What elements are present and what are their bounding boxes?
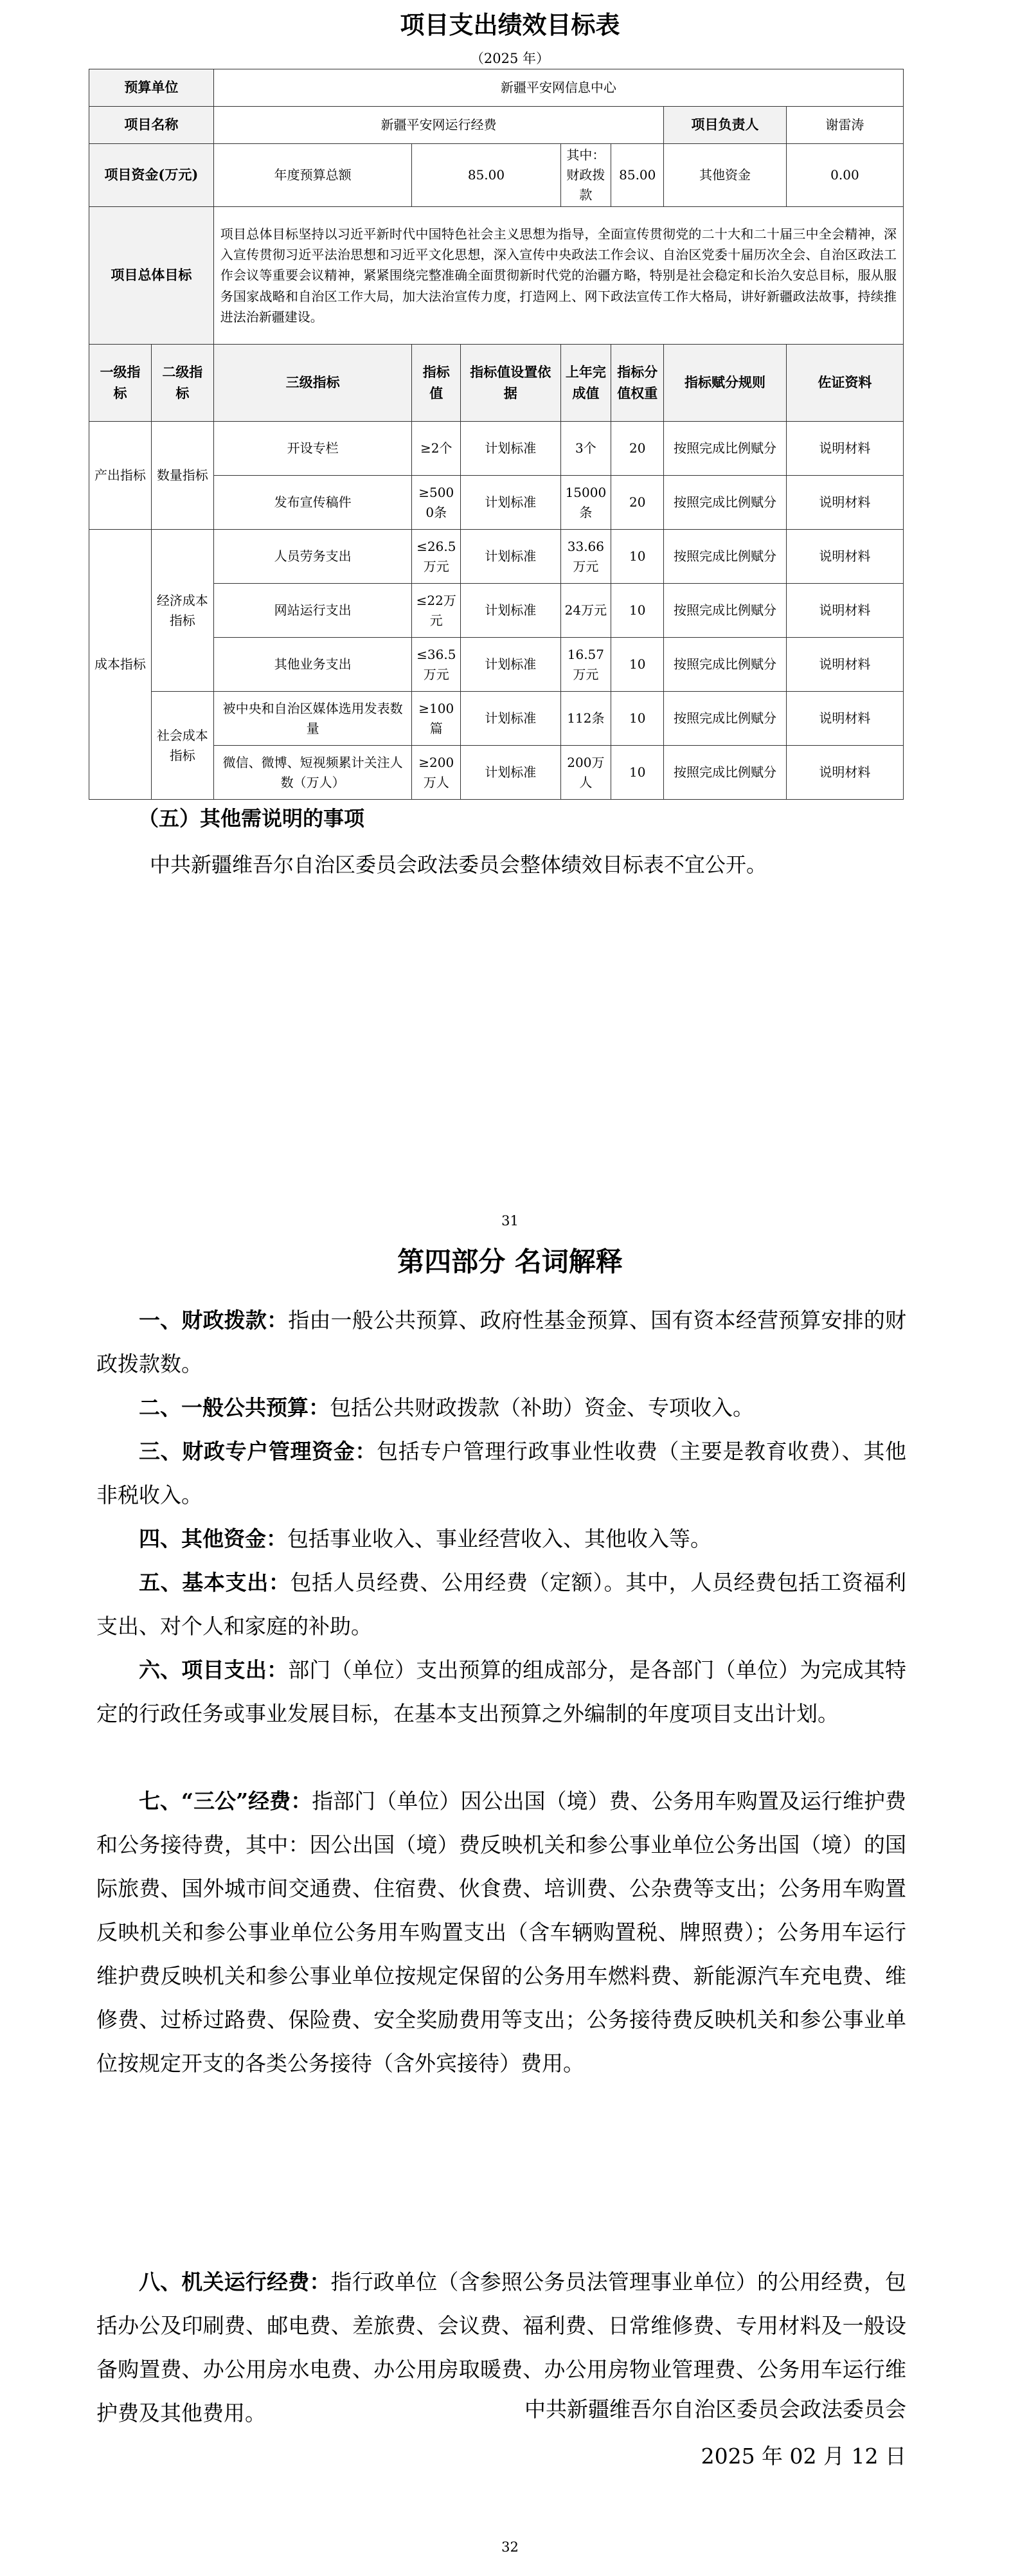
scoring-rule: 按照完成比例赋分 (664, 692, 787, 746)
definition-paragraph (96, 1561, 906, 1648)
last-year-value: 33.66万元 (560, 530, 611, 584)
evidence-material: 说明材料 (786, 422, 903, 476)
last-year-value: 3个 (560, 422, 611, 476)
unit-value: 新疆平安网信息中心 (213, 69, 903, 107)
level2-indicator: 经济成本指标 (151, 530, 213, 692)
level3-indicator: 开设专栏 (213, 422, 412, 476)
definition-text: 部门（单位）支出预算的组成部分，是各部门（单位）为完成其特定的行政任务或事业发展目标，在基本支出预算之外编制的年度项目支出计划。 (96, 1657, 907, 1726)
level3-indicator: 网站运行支出 (213, 584, 412, 638)
evidence-material: 说明材料 (786, 692, 903, 746)
annual-budget-label: 年度预算总额 (213, 144, 412, 207)
indicator-basis: 计划标准 (461, 476, 560, 530)
definition-paragraph (96, 1779, 906, 2085)
project-name-value: 新疆平安网运行经费 (213, 107, 664, 144)
indicator-header-cell: 上年完成值 (560, 345, 611, 422)
table-year: （2025 年） (470, 51, 550, 66)
indicator-weight: 20 (611, 476, 664, 530)
indicator-basis: 计划标准 (461, 692, 560, 746)
definition-text: 包括人员经费、公用经费（定额）。其中，人员经费包括工资福利支出、对个人和家庭的补助。 (96, 1570, 906, 1639)
performance-goal-table (89, 69, 904, 800)
overall-goal-text: 项目总体目标坚持以习近平新时代中国特色社会主义思想为指导，全面宣传贯彻党的二十大和二十届三中全会精神，深入宣传贯彻习近平法治思想和习近平文化思想，深入宣传中央政法工作会议、自治区党委十届历次全会、自治区政法工作会议等重要会议精神，紧紧围绕完整准确全面贯彻新时代党的治疆方略，特别是社会稳定和长治久安总目标，服从服务国家战略和自治区工作大局，加大法治宣传力度，打造网上、网下政法宣传工作大格局，讲好新疆政法故事，持续推进法治新疆建设。 (213, 207, 903, 345)
table-row (89, 422, 904, 476)
evidence-material: 说明材料 (786, 476, 903, 530)
section5-text: 中共新疆维吾尔自治区委员会政法委员会整体绩效目标表不宜公开。 (150, 852, 767, 877)
definition-term: 六、项目支出： (139, 1657, 289, 1682)
indicator-value: ≤36.5万元 (412, 638, 461, 692)
page-number: 32 (501, 2539, 519, 2555)
table-row (89, 530, 904, 584)
fiscal-label: 其中：财政拨款 (560, 144, 611, 207)
indicator-header-cell: 指标值设置依据 (461, 345, 560, 422)
scoring-rule: 按照完成比例赋分 (664, 638, 787, 692)
other-funds-label: 其他资金 (664, 144, 787, 207)
definition-text: 包括事业收入、事业经营收入、其他收入等。 (287, 1526, 711, 1551)
indicator-value: ≤22万元 (412, 584, 461, 638)
overall-goal-label: 项目总体目标 (89, 207, 214, 345)
definition-term: 八、机关运行经费： (139, 2269, 331, 2294)
definition-text: 指由一般公共预算、政府性基金预算、国有资本经营预算安排的财政拨款数。 (96, 1308, 907, 1376)
section5-heading: （五）其他需说明的事项 (138, 806, 365, 831)
definition-text: 指行政单位（含参照公务员法管理事业单位）的公用经费，包括办公及印刷费、邮电费、差旅费、会议费、福利费、日常维修费、专用材料及一般设备购置费、办公用房水电费、办公用房取暖费、办公用房物业管理费、公务用车运行维护费及其他费用。 (96, 2269, 907, 2426)
table-title: 项目支出绩效目标表 (400, 10, 620, 39)
other-funds-value: 0.00 (786, 144, 903, 207)
definition-term: 七、“三公”经费： (139, 1788, 312, 1814)
indicator-basis: 计划标准 (461, 584, 560, 638)
scoring-rule: 按照完成比例赋分 (664, 584, 787, 638)
definition-text: 指部门（单位）因公出国（境）费、公务用车购置及运行维护费和公务接待费，其中：因公出国（境）费反映机关和参公事业单位公务出国（境）的国际旅费、国外城市间交通费、住宿费、伙食费、培训费、公杂费等支出；公务用车购置反映机关和参公事业单位公务用车购置支出（含车辆购置税、牌照费）；公务用车运行维护费反映机关和参公事业单位按规定保留的公务用车燃料费、新能源汽车充电费、维修费、过桥过路费、保险费、安全奖励费用等支出；公务接待费反映机关和参公事业单位按规定开支的各类公务接待（含外宾接待）费用。 (96, 1788, 907, 2076)
level1-indicator: 成本指标 (89, 530, 152, 800)
indicator-header-cell: 三级指标 (213, 345, 412, 422)
indicator-weight: 10 (611, 746, 664, 800)
last-year-value: 112条 (560, 692, 611, 746)
leader-value: 谢雷涛 (786, 107, 903, 144)
definition-term: 四、其他资金： (139, 1526, 287, 1551)
evidence-material: 说明材料 (786, 530, 903, 584)
indicator-header-row (89, 345, 904, 422)
indicator-value: ≥5000条 (412, 476, 461, 530)
scoring-rule: 按照完成比例赋分 (664, 530, 787, 584)
definition-term: 一、财政拨款： (139, 1308, 289, 1333)
indicator-value: ≥2个 (412, 422, 461, 476)
definition-paragraph (96, 1386, 906, 1430)
indicator-header-cell: 指标分值权重 (611, 345, 664, 422)
level2-indicator: 社会成本指标 (151, 692, 213, 800)
fiscal-value: 85.00 (611, 144, 664, 207)
definition-text: 包括公共财政拨款（补助）资金、专项收入。 (330, 1395, 754, 1420)
level1-indicator: 产出指标 (89, 422, 152, 530)
indicator-value: ≥200万人 (412, 746, 461, 800)
indicator-value: ≤26.5万元 (412, 530, 461, 584)
scoring-rule: 按照完成比例赋分 (664, 746, 787, 800)
evidence-material: 说明材料 (786, 584, 903, 638)
annual-budget-value: 85.00 (412, 144, 560, 207)
indicator-weight: 10 (611, 692, 664, 746)
indicator-basis: 计划标准 (461, 638, 560, 692)
indicator-header-cell: 二级指标 (151, 345, 213, 422)
definition-term: 三、财政专户管理资金： (139, 1439, 377, 1464)
definition-paragraph (96, 1430, 906, 1517)
definition-paragraph (96, 1517, 906, 1561)
scoring-rule: 按照完成比例赋分 (664, 476, 787, 530)
definition-term: 二、一般公共预算： (139, 1395, 330, 1420)
unit-label: 预算单位 (89, 69, 214, 107)
level2-indicator: 数量指标 (151, 422, 213, 530)
definition-term: 五、基本支出： (139, 1570, 291, 1595)
last-year-value: 200万人 (560, 746, 611, 800)
table-row (89, 692, 904, 746)
indicator-basis: 计划标准 (461, 746, 560, 800)
indicator-header-cell: 指标值 (412, 345, 461, 422)
indicator-weight: 20 (611, 422, 664, 476)
last-year-value: 16.57万元 (560, 638, 611, 692)
indicator-weight: 10 (611, 530, 664, 584)
part4-title: 第四部分 名词解释 (397, 1246, 623, 1277)
funds-label: 项目资金(万元) (89, 144, 214, 207)
indicator-weight: 10 (611, 638, 664, 692)
indicator-value: ≥100篇 (412, 692, 461, 746)
level3-indicator: 微信、微博、短视频累计关注人数（万人） (213, 746, 412, 800)
level3-indicator: 发布宣传稿件 (213, 476, 412, 530)
indicator-header-cell: 一级指标 (89, 345, 152, 422)
scoring-rule: 按照完成比例赋分 (664, 422, 787, 476)
level3-indicator: 其他业务支出 (213, 638, 412, 692)
page-number: 31 (501, 1213, 519, 1229)
definition-text: 包括专户管理行政事业性收费（主要是教育收费）、其他非税收入。 (96, 1439, 907, 1508)
indicator-header-cell: 指标赋分规则 (664, 345, 787, 422)
definition-paragraph (96, 1648, 906, 1736)
project-name-label: 项目名称 (89, 107, 214, 144)
indicator-weight: 10 (611, 584, 664, 638)
definition-paragraph (96, 1299, 906, 1386)
indicator-header-cell: 佐证资料 (786, 345, 903, 422)
last-year-value: 24万元 (560, 584, 611, 638)
evidence-material: 说明材料 (786, 746, 903, 800)
evidence-material: 说明材料 (786, 638, 903, 692)
signature-date: 2025 年 02 月 12 日 (701, 2444, 906, 2469)
level3-indicator: 人员劳务支出 (213, 530, 412, 584)
last-year-value: 15000条 (560, 476, 611, 530)
leader-label: 项目负责人 (664, 107, 787, 144)
indicator-basis: 计划标准 (461, 422, 560, 476)
level3-indicator: 被中央和自治区媒体选用发表数量 (213, 692, 412, 746)
signature-organization: 中共新疆维吾尔自治区委员会政法委员会 (524, 2397, 906, 2422)
indicator-basis: 计划标准 (461, 530, 560, 584)
